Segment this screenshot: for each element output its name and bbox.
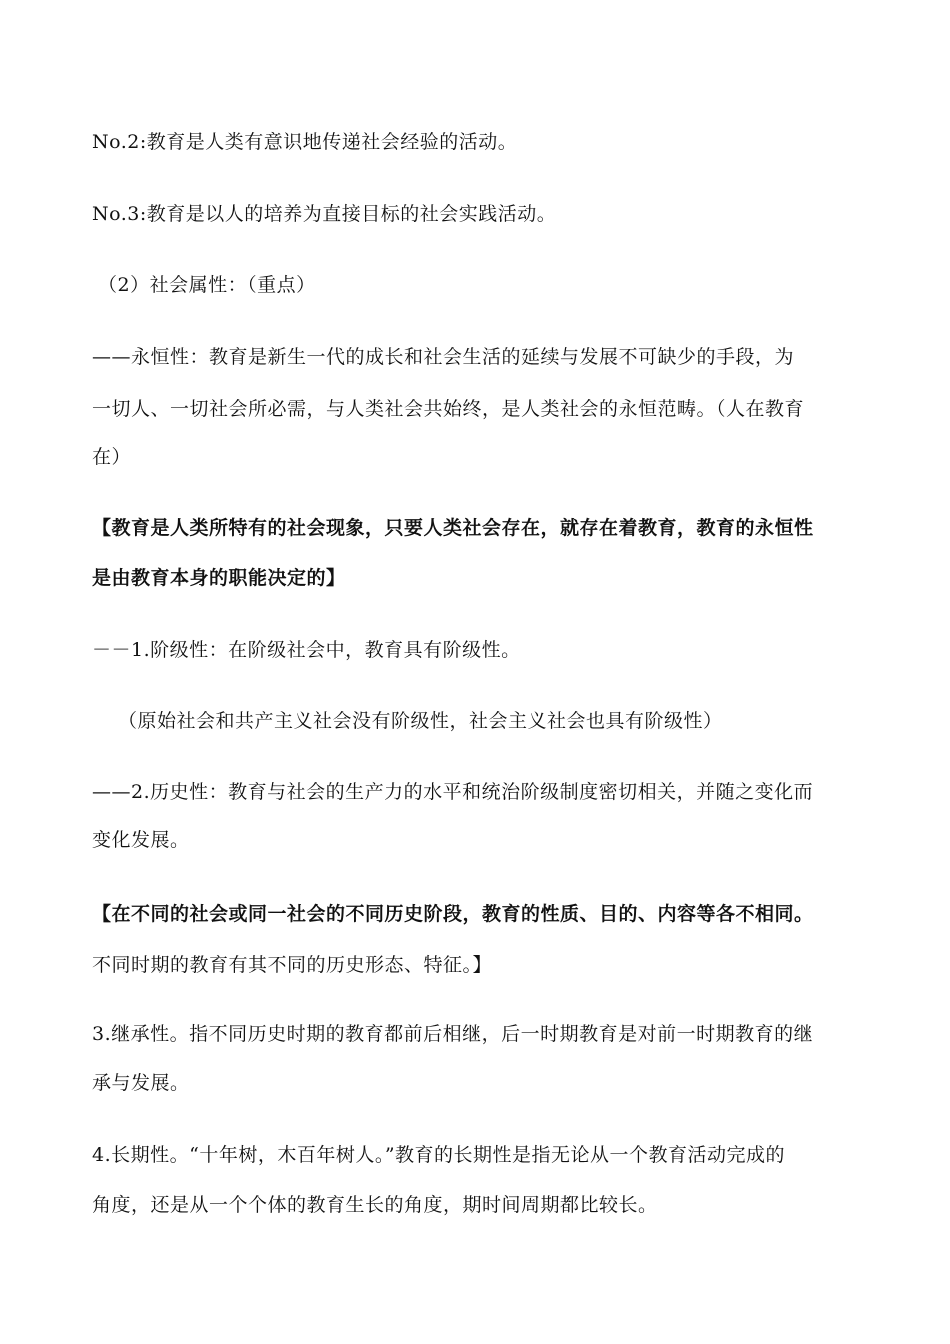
- paragraph-inheritance-line-2: 承与发展。: [92, 1072, 190, 1094]
- paragraph-class-note: （原始社会和共产主义社会没有阶级性，社会主义社会也具有阶级性）: [118, 710, 723, 732]
- note-history-line-1: 【在不同的社会或同一社会的不同历史阶段，教育的性质、目的、内容等各不相同。: [92, 903, 814, 925]
- paragraph-no2: No.2:教育是人类有意识地传递社会经验的活动。: [92, 131, 518, 153]
- section-heading-social-attributes: （2）社会属性：（重点）: [98, 274, 316, 296]
- paragraph-eternity-line-1: ——永恒性：教育是新生一代的成长和社会生活的延续与发展不可缺少的手段，为: [92, 346, 795, 368]
- paragraph-eternity-line-3: 在）: [92, 446, 132, 468]
- paragraph-no3: No.3:教育是以人的培养为直接目标的社会实践活动。: [92, 203, 557, 225]
- paragraph-history-line-2: 变化发展。: [92, 829, 190, 851]
- paragraph-eternity-line-2: 一切人、一切社会所必需，与人类社会共始终，是人类社会的永恒范畴。（人在教育: [92, 398, 805, 420]
- note-eternity-line-1: 【教育是人类所特有的社会现象，只要人类社会存在，就存在着教育，教育的永恒性: [92, 517, 814, 539]
- paragraph-inheritance-line-1: 3.继承性。指不同历史时期的教育都前后相继，后一时期教育是对前一时期教育的继: [92, 1023, 814, 1045]
- note-eternity-line-2: 是由教育本身的职能决定的】: [92, 567, 346, 589]
- paragraph-long-term-line-2: 角度，还是从一个个体的教育生长的角度，期时间周期都比较长。: [92, 1194, 658, 1216]
- note-history-line-2: 不同时期的教育有其不同的历史形态、特征。】: [92, 954, 493, 976]
- paragraph-long-term-line-1: 4.长期性。“十年树，木百年树人。”教育的长期性是指无论从一个教育活动完成的: [92, 1144, 786, 1166]
- paragraph-class-nature: －－1.阶级性：在阶级社会中，教育具有阶级性。: [92, 639, 521, 661]
- paragraph-history-line-1: ——2.历史性：教育与社会的生产力的水平和统治阶级制度密切相关，并随之变化而: [92, 781, 814, 803]
